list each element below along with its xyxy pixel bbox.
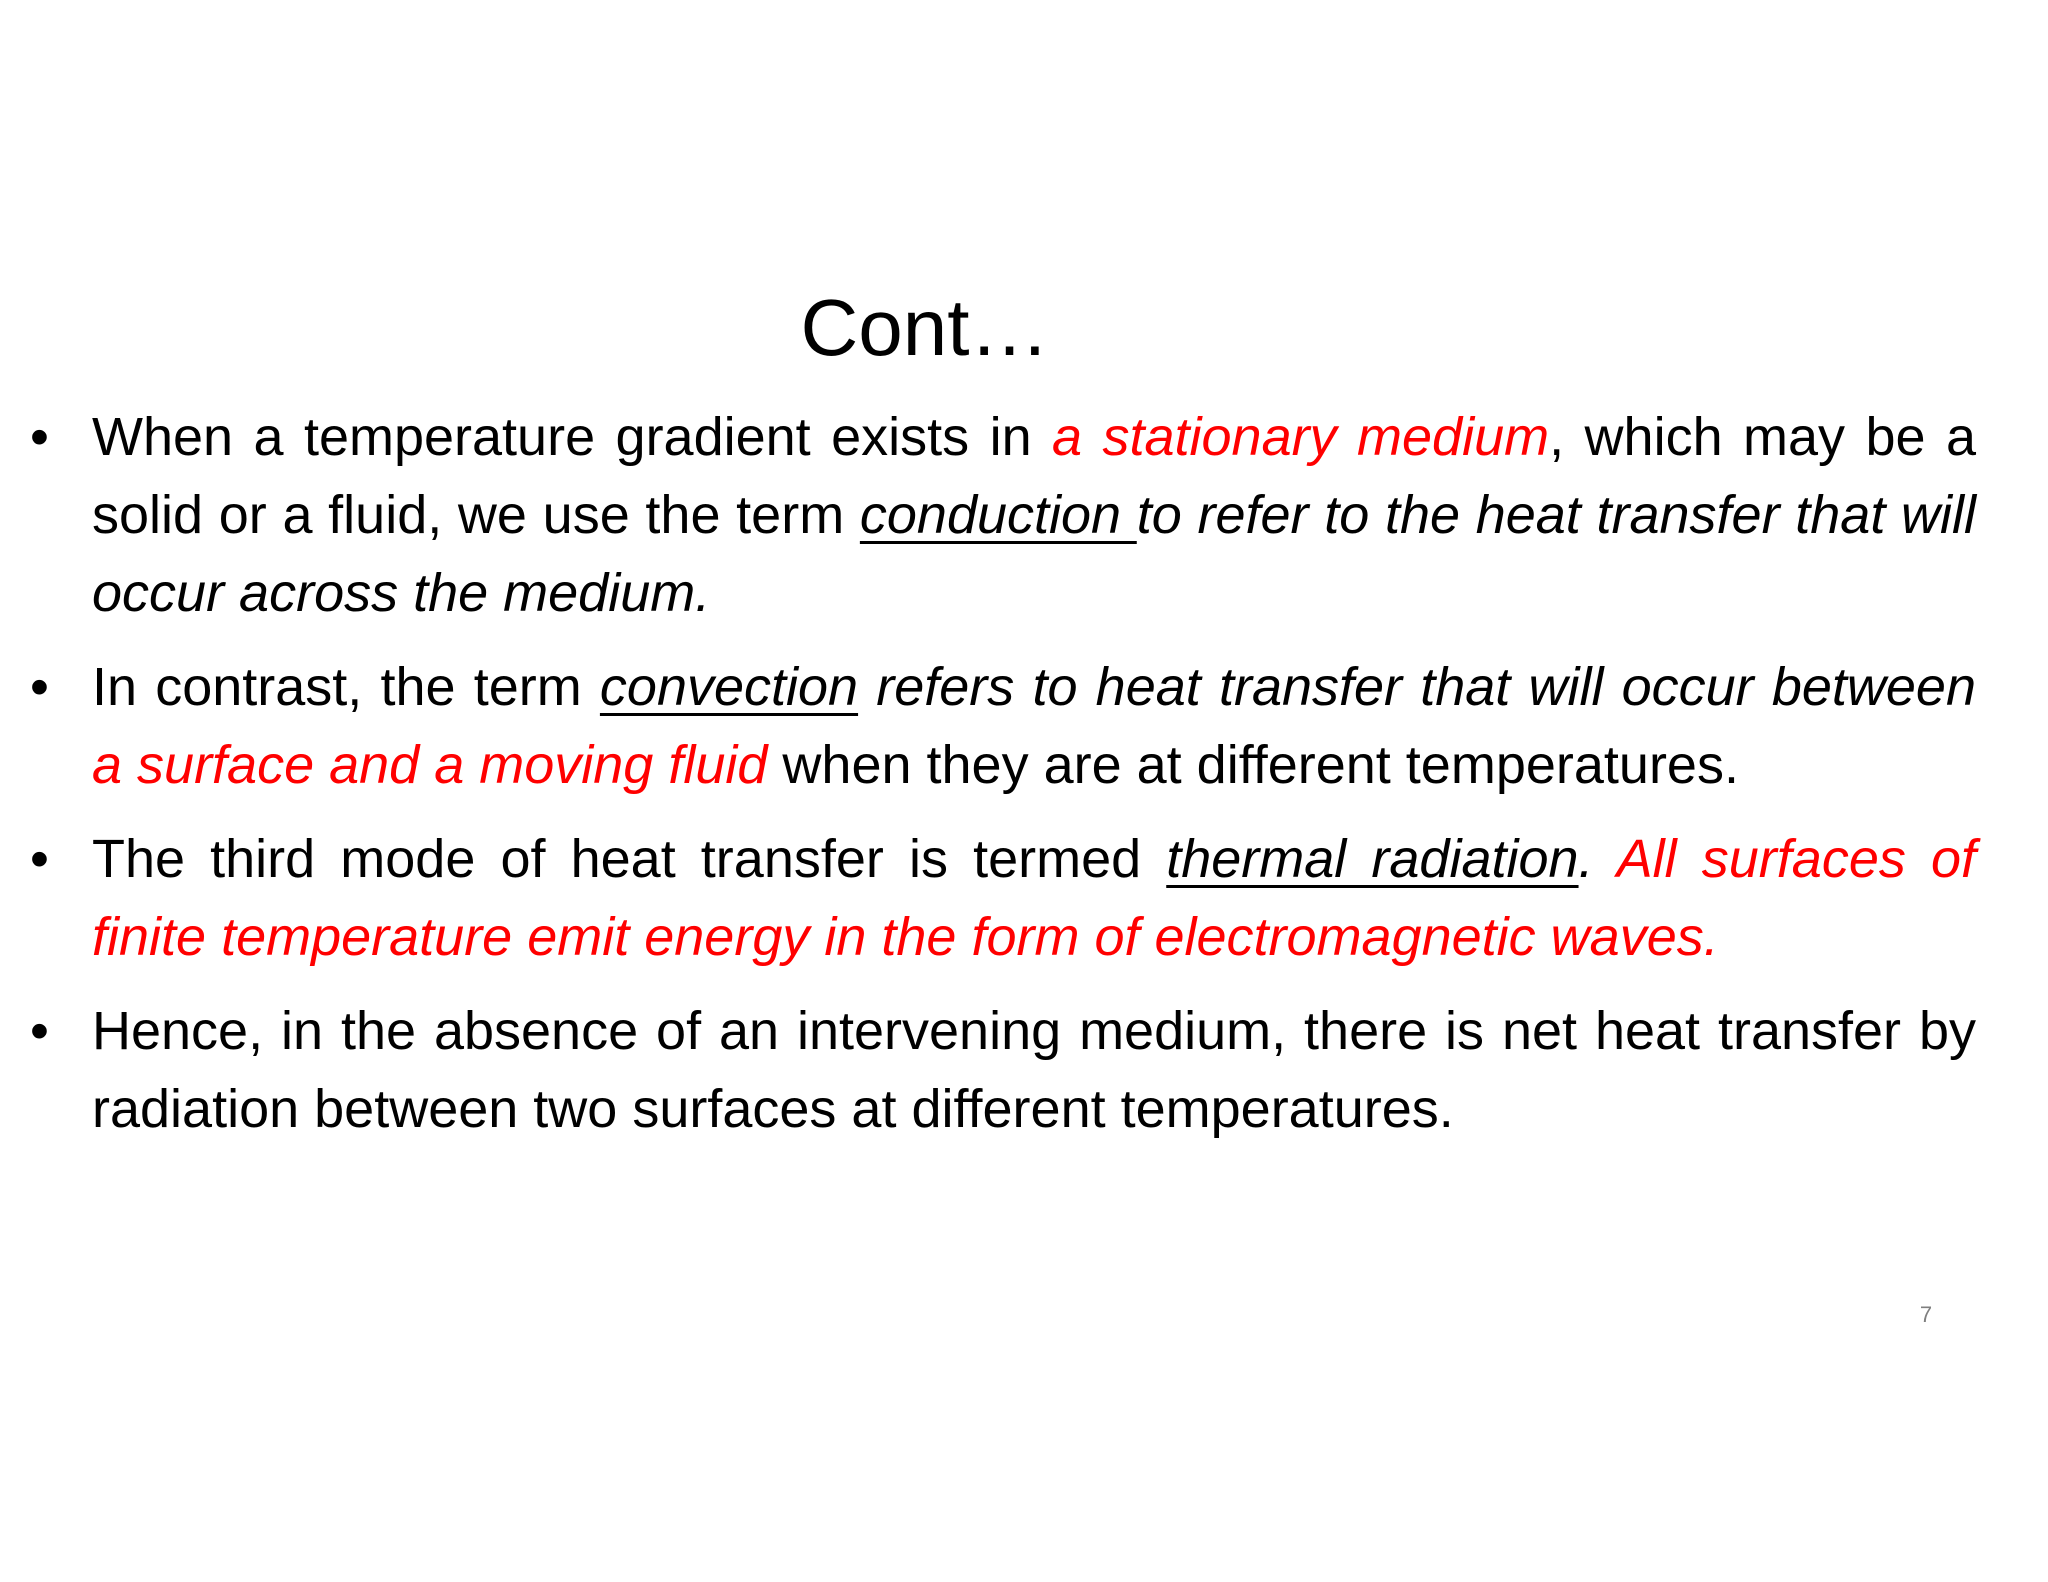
bullet-item-conduction [30,398,1976,632]
bullet-icon: • [30,407,49,467]
bullet-text: refers to heat transfer that will occur between [858,657,1976,717]
page-number: 7 [1919,1302,1933,1327]
emphasis-text: a stationary medium [1052,407,1550,467]
bullet-text: , which may be a solid or a fluid, we use the term [92,407,1977,545]
bullet-text: The third mode of heat transfer is termed [92,829,1167,889]
term-convection: convection [599,657,859,717]
term-thermal-radiation: thermal radiation [1166,829,1579,889]
bullet-icon: • [30,657,49,717]
term-conduction: conduction [859,485,1137,545]
bullet-text: . [1578,829,1617,889]
bullet-icon: • [30,829,49,889]
bullet-text: Hence, in the absence of an intervening medium, there is net heat transfer by radiation between two surfaces at different temperatures. [92,1001,1976,1139]
bullet-text: to refer to the heat transfer that will occur across the medium. [92,485,1977,623]
bullet-text: when they are at different temperatures. [767,735,1739,795]
bullet-text: When a temperature gradient exists in [92,407,1053,467]
bullet-item-net-heat-transfer [30,992,1976,1148]
bullet-item-radiation [30,820,1976,976]
bullet-icon: • [30,1001,49,1061]
emphasis-text: All surfaces of finite temperature emit energy in the form of electromagnetic waves. [92,829,1976,967]
bullet-text: In contrast, the term [92,657,600,717]
emphasis-text: a surface and a moving fluid [92,735,768,795]
bullet-item-convection [30,648,1976,804]
slide-title: Cont… [800,283,1050,372]
bullet-list [30,398,1976,1164]
